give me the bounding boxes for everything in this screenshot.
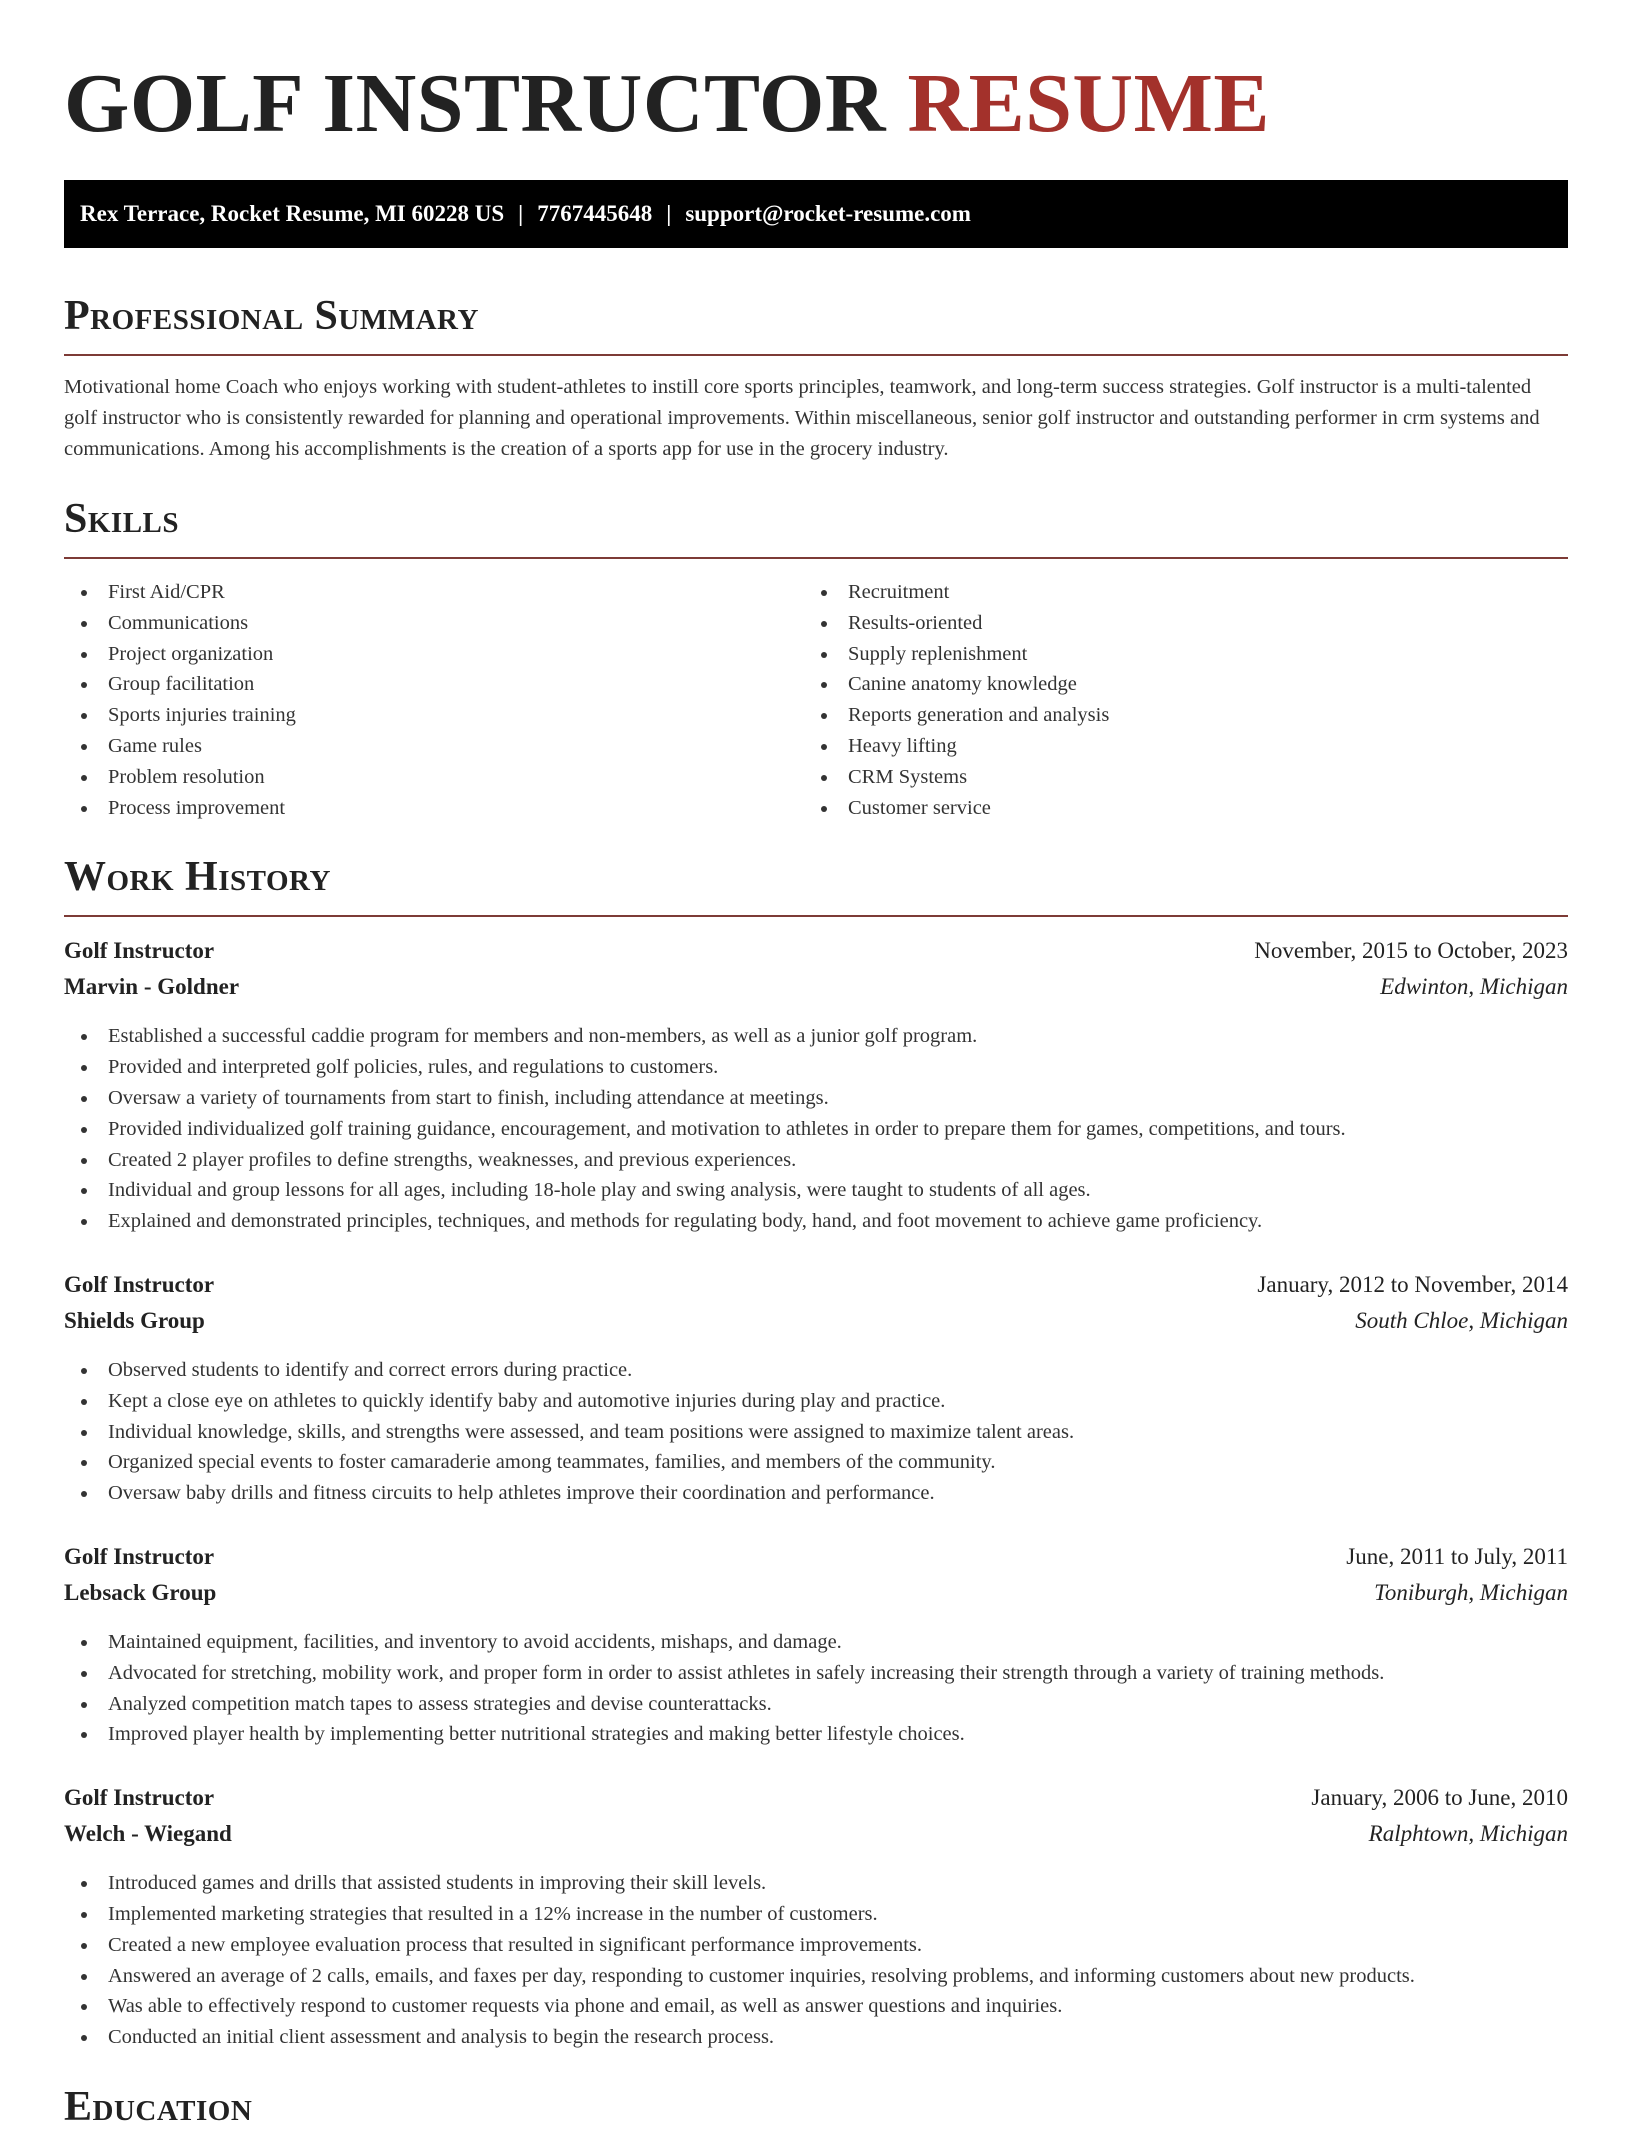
work-history-section bbox=[64, 851, 1568, 2053]
job-bullet: Created a new employee evaluation process that resulted in significant performance improvements. bbox=[64, 1930, 1568, 1961]
job-dates: June, 2011 to July, 2011 bbox=[1346, 1543, 1568, 1569]
skill-item: Process improvement bbox=[64, 793, 804, 824]
section-divider bbox=[64, 557, 1568, 559]
job-bullet: Oversaw a variety of tournaments from start to finish, including attendance at meetings. bbox=[64, 1083, 1568, 1114]
job-bullet: Provided and interpreted golf policies, rules, and regulations to customers. bbox=[64, 1052, 1568, 1083]
job-location: Toniburgh, Michigan bbox=[1374, 1579, 1568, 1605]
skills-list-left bbox=[64, 577, 804, 823]
skill-item: Customer service bbox=[804, 793, 1544, 824]
job-bullet: Observed students to identify and correct errors during practice. bbox=[64, 1355, 1568, 1386]
job-bullet: Improved player health by implementing better nutritional strategies and making better lifestyle choices. bbox=[64, 1719, 1568, 1750]
job-entry bbox=[64, 1780, 1568, 2053]
job-bullet: Analyzed competition match tapes to assess strategies and devise counterattacks. bbox=[64, 1689, 1568, 1720]
job-bullets bbox=[64, 1868, 1568, 2053]
skill-item: Supply replenishment bbox=[804, 639, 1544, 670]
skill-item: Canine anatomy knowledge bbox=[804, 669, 1544, 700]
education-section bbox=[64, 2081, 1568, 2133]
contact-bar bbox=[64, 180, 1568, 248]
job-bullets bbox=[64, 1627, 1568, 1750]
summary-heading: Professional Summary bbox=[64, 293, 479, 339]
job-dates: January, 2012 to November, 2014 bbox=[1257, 1271, 1568, 1297]
skill-item: Project organization bbox=[64, 639, 804, 670]
education-heading: Education bbox=[64, 2083, 253, 2130]
section-divider bbox=[64, 354, 1568, 356]
skills-columns bbox=[64, 577, 1568, 823]
job-company: Shields Group bbox=[64, 1307, 205, 1333]
job-bullet: Oversaw baby drills and fitness circuits to help athletes improve their coordination and performance. bbox=[64, 1478, 1568, 1509]
contact-phone: 7767445648 bbox=[537, 201, 653, 226]
job-bullet: Advocated for stretching, mobility work, and proper form in order to assist athletes in safely increasing their strength through a variety of training methods. bbox=[64, 1658, 1568, 1689]
summary-section bbox=[64, 290, 1568, 465]
contact-separator: | bbox=[518, 201, 524, 226]
skill-item: Results-oriented bbox=[804, 608, 1544, 639]
resume-title bbox=[64, 0, 1568, 152]
resume-page bbox=[64, 0, 1568, 2133]
contact-address: Rex Terrace, Rocket Resume, MI 60228 US bbox=[80, 201, 505, 226]
job-bullet: Individual and group lessons for all ages, including 18-hole play and swing analysis, were taught to students of all ages. bbox=[64, 1175, 1568, 1206]
skill-item: Group facilitation bbox=[64, 669, 804, 700]
skill-item: Communications bbox=[64, 608, 804, 639]
skill-item: Heavy lifting bbox=[804, 731, 1544, 762]
job-company: Marvin - Goldner bbox=[64, 974, 240, 1000]
job-bullet: Kept a close eye on athletes to quickly identify baby and automotive injuries during play and practice. bbox=[64, 1386, 1568, 1417]
job-bullet: Organized special events to foster camaraderie among teammates, families, and members of the community. bbox=[64, 1447, 1568, 1478]
job-title: Golf Instructor bbox=[64, 1543, 215, 1569]
skill-item: Game rules bbox=[64, 731, 804, 762]
job-bullet: Explained and demonstrated principles, techniques, and methods for regulating body, hand, and foot movement to achieve game proficiency. bbox=[64, 1206, 1568, 1237]
job-bullets bbox=[64, 1021, 1568, 1237]
skill-item: Sports injuries training bbox=[64, 700, 804, 731]
job-bullet: Maintained equipment, facilities, and inventory to avoid accidents, mishaps, and damage. bbox=[64, 1627, 1568, 1658]
job-bullet: Established a successful caddie program for members and non-members, as well as a junior golf program. bbox=[64, 1021, 1568, 1052]
job-bullet: Individual knowledge, skills, and strengths were assessed, and team positions were assigned to maximize talent areas. bbox=[64, 1417, 1568, 1448]
job-location: Edwinton, Michigan bbox=[1380, 974, 1568, 1000]
job-bullet: Provided individualized golf training guidance, encouragement, and motivation to athletes in order to prepare them for games, competitions, and tours. bbox=[64, 1114, 1568, 1145]
job-title: Golf Instructor bbox=[64, 938, 215, 964]
skill-item: CRM Systems bbox=[804, 762, 1544, 793]
job-bullets bbox=[64, 1355, 1568, 1509]
job-dates: November, 2015 to October, 2023 bbox=[1254, 938, 1568, 964]
job-entry bbox=[64, 1267, 1568, 1509]
job-entry bbox=[64, 933, 1568, 1237]
job-dates: January, 2006 to June, 2010 bbox=[1311, 1785, 1568, 1811]
job-title: Golf Instructor bbox=[64, 1271, 215, 1297]
skills-section bbox=[64, 493, 1568, 823]
skill-item: Reports generation and analysis bbox=[804, 700, 1544, 731]
job-entry bbox=[64, 1539, 1568, 1750]
job-bullet: Implemented marketing strategies that resulted in a 12% increase in the number of customers. bbox=[64, 1899, 1568, 1930]
job-bullet: Introduced games and drills that assisted students in improving their skill levels. bbox=[64, 1868, 1568, 1899]
contact-separator: | bbox=[666, 201, 672, 226]
skills-heading: Skills bbox=[64, 496, 180, 542]
title-main: GOLF INSTRUCTOR bbox=[64, 57, 886, 150]
contact-email: support@rocket-resume.com bbox=[685, 201, 971, 226]
job-bullet: Conducted an initial client assessment and analysis to begin the research process. bbox=[64, 2022, 1568, 2053]
job-company: Lebsack Group bbox=[64, 1579, 217, 1605]
job-bullet: Answered an average of 2 calls, emails, and faxes per day, responding to customer inquiries, resolving problems, and informing customers about new products. bbox=[64, 1961, 1568, 1992]
work-history-heading: Work History bbox=[64, 854, 331, 901]
skill-item: Recruitment bbox=[804, 577, 1544, 608]
skills-list-right bbox=[804, 577, 1544, 823]
job-title: Golf Instructor bbox=[64, 1785, 215, 1811]
skill-item: First Aid/CPR bbox=[64, 577, 804, 608]
section-divider bbox=[64, 915, 1568, 917]
job-bullet: Was able to effectively respond to customer requests via phone and email, as well as answer questions and inquiries. bbox=[64, 1991, 1568, 2022]
job-location: South Chloe, Michigan bbox=[1355, 1307, 1568, 1333]
job-company: Welch - Wiegand bbox=[64, 1821, 232, 1847]
job-location: Ralphtown, Michigan bbox=[1368, 1821, 1568, 1847]
job-bullet: Created 2 player profiles to define strengths, weaknesses, and previous experiences. bbox=[64, 1145, 1568, 1176]
skill-item: Problem resolution bbox=[64, 762, 804, 793]
title-accent: RESUME bbox=[907, 57, 1270, 150]
summary-text: Motivational home Coach who enjoys working with student-athletes to instill core sports principles, teamwork, and long-term success strategies. Golf instructor is a multi-talented golf instructor who is consistently rewarded for planning and operational improvements. Within miscellaneous, senior golf instructor and outstanding performer in crm systems and communications. Among his accomplishments is the creation of a sports app for use in the grocery industry. bbox=[64, 376, 1540, 460]
